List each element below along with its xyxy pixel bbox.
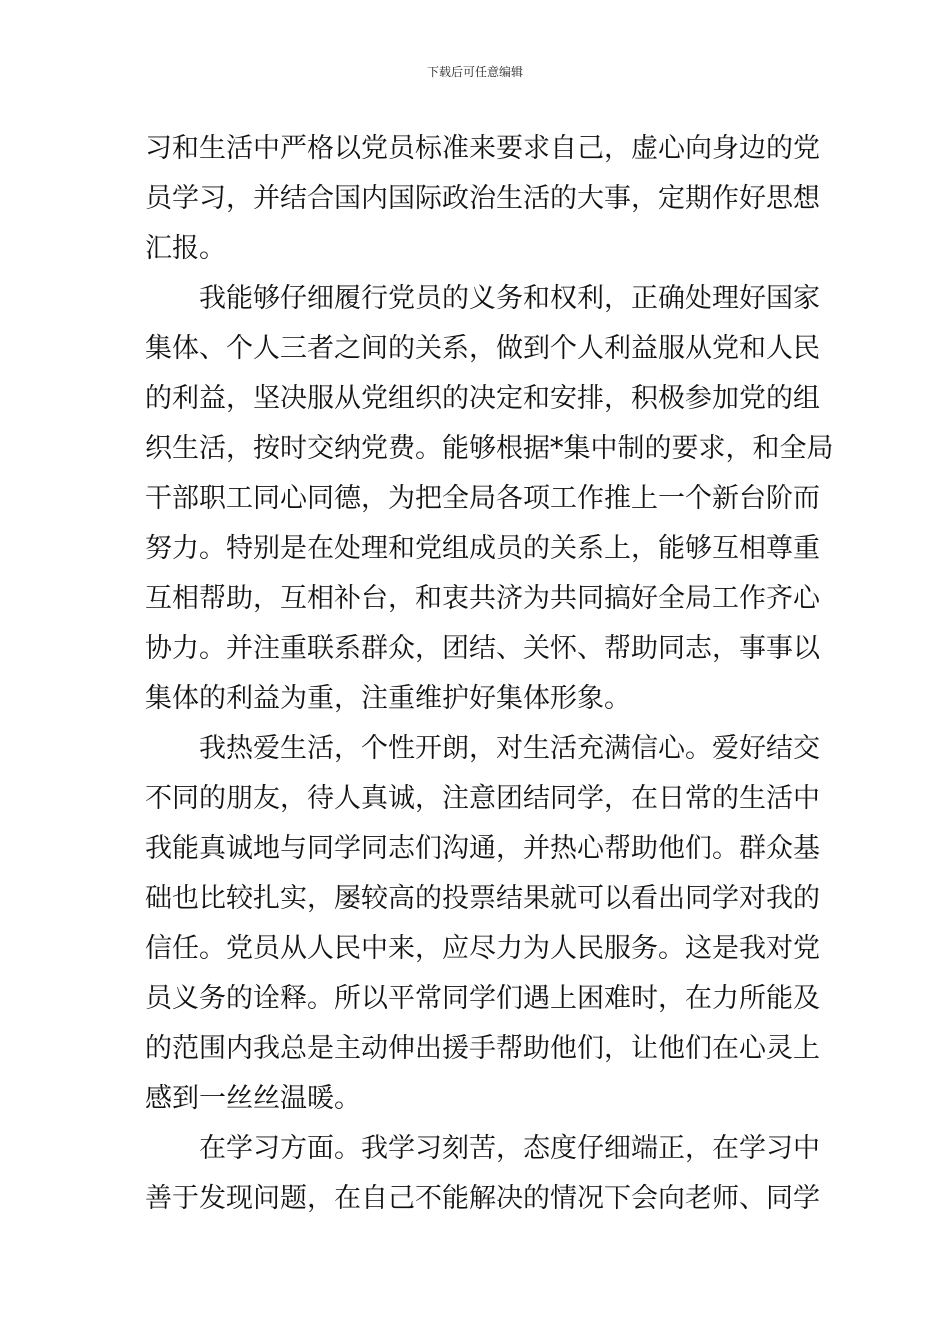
text-line: 织生活，按时交纳党费。能够根据*集中制的要求，和全局 <box>145 433 834 464</box>
text-line: 汇报。 <box>145 233 226 264</box>
text-line: 互相帮助，互相补台，和衷共济为共同搞好全局工作齐心 <box>145 583 820 614</box>
text-line: 我能真诚地与同学同志们沟通，并热心帮助他们。群众基 <box>145 833 820 864</box>
text-line: 干部职工同心同德，为把全局各项工作推上一个新台阶而 <box>145 483 820 514</box>
text-line: 我热爱生活，个性开朗，对生活充满信心。爱好结交 <box>199 733 820 764</box>
text-line: 础也比较扎实，屡较高的投票结果就可以看出同学对我的 <box>145 883 820 914</box>
text-line: 员义务的诠释。所以平常同学们遇上困难时，在力所能及 <box>145 983 820 1014</box>
text-line: 集体的利益为重，注重维护好集体形象。 <box>145 683 631 714</box>
body-text <box>145 124 834 1224</box>
text-line: 协力。并注重联系群众，团结、关怀、帮助同志，事事以 <box>145 633 820 664</box>
text-line: 在学习方面。我学习刻苦，态度仔细端正，在学习中 <box>199 1133 820 1164</box>
text-line: 习和生活中严格以党员标准来要求自己，虚心向身边的党 <box>145 133 820 164</box>
text-line: 努力。特别是在处理和党组成员的关系上，能够互相尊重 <box>145 533 820 564</box>
text-line: 信任。党员从人民中来，应尽力为人民服务。这是我对党 <box>145 933 820 964</box>
text-line: 的范围内我总是主动伸出援手帮助他们，让他们在心灵上 <box>145 1033 820 1064</box>
page-header: 下载后可任意编辑 <box>426 65 523 79</box>
text-line: 集体、个人三者之间的关系，做到个人利益服从党和人民 <box>145 333 820 364</box>
text-line: 我能够仔细履行党员的义务和权利，正确处理好国家 <box>199 283 820 314</box>
text-line: 不同的朋友，待人真诚，注意团结同学，在日常的生活中 <box>145 783 820 814</box>
text-line: 员学习，并结合国内国际政治生活的大事，定期作好思想 <box>145 183 820 214</box>
text-line: 感到一丝丝温暖。 <box>145 1083 361 1114</box>
text-line: 的利益，坚决服从党组织的决定和安排，积极参加党的组 <box>145 383 820 414</box>
text-line: 善于发现问题，在自己不能解决的情况下会向老师、同学 <box>145 1183 820 1214</box>
